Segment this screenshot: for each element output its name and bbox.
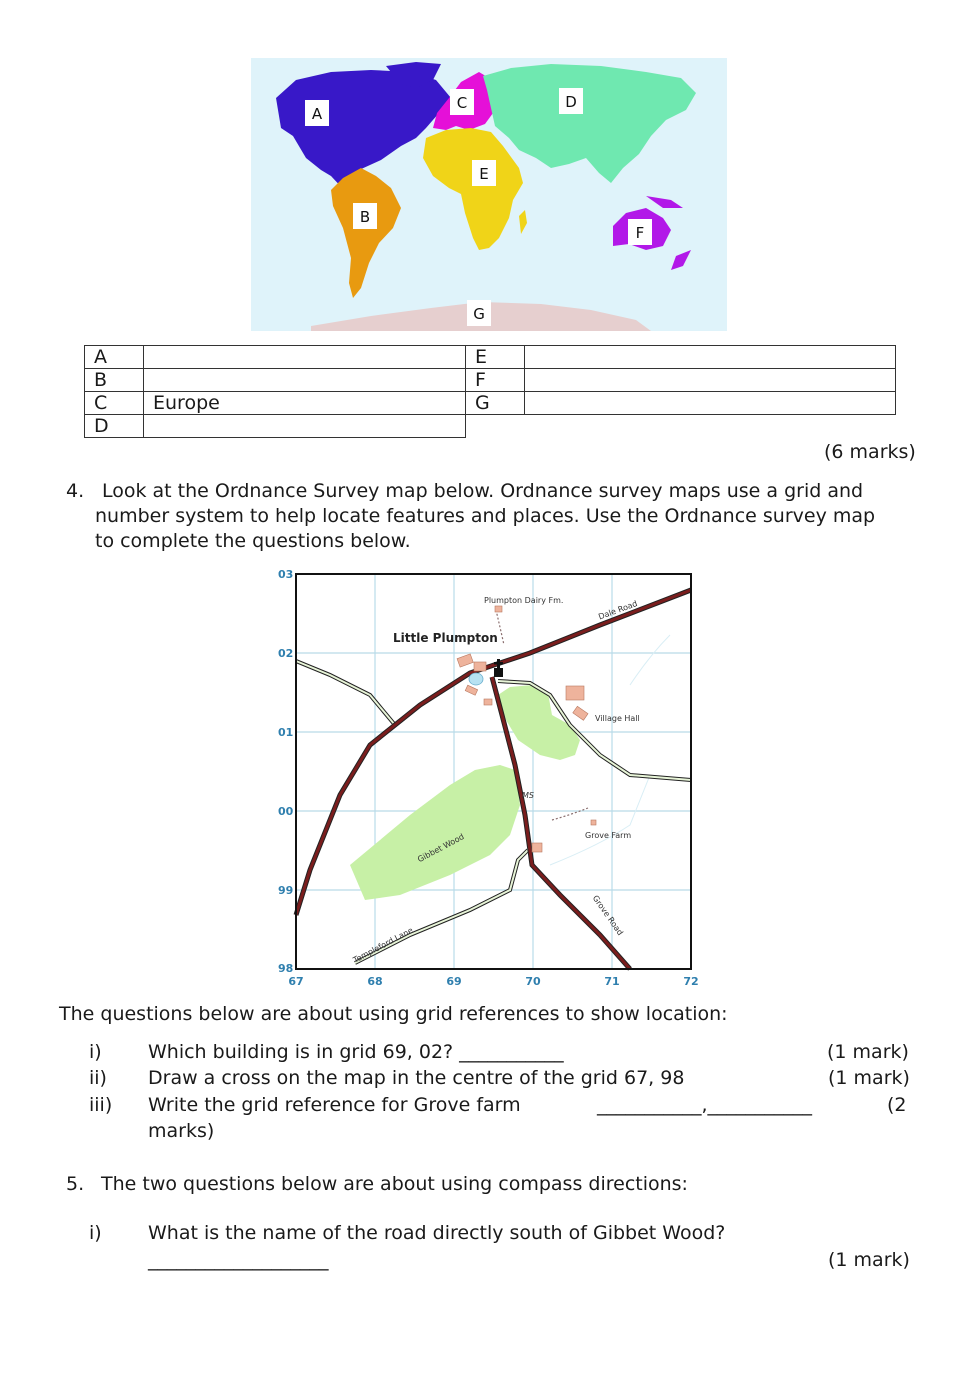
- map-label-g: [467, 300, 491, 326]
- building-grove-farm-2: [591, 820, 596, 825]
- item-num: i): [89, 1041, 102, 1063]
- svg-text:E: E: [479, 165, 489, 183]
- svg-text:C: C: [456, 94, 468, 112]
- map-label-e: [472, 160, 496, 186]
- building-village-4: [484, 699, 492, 705]
- y-tick: 98: [278, 962, 294, 975]
- q4-line-1: Look at the Ordnance Survey map below. Ordnance survey maps use a grid and: [102, 480, 864, 502]
- table-row: [85, 346, 896, 369]
- table-letter: F: [466, 369, 525, 392]
- label-little-plumpton: Little Plumpton: [393, 631, 498, 645]
- answer-field[interactable]: [525, 346, 896, 369]
- x-tick: 70: [525, 975, 541, 988]
- svg-text:G: G: [473, 305, 485, 323]
- table-row: [85, 415, 896, 438]
- svg-text:D: D: [565, 93, 577, 111]
- table-letter: G: [466, 392, 525, 415]
- q5-number: 5.: [66, 1173, 85, 1195]
- q5-text: The two questions below are about using compass directions:: [101, 1173, 688, 1195]
- label-dale-road: Dale Road: [597, 599, 639, 622]
- item-num: iii): [89, 1094, 113, 1116]
- y-tick: 99: [278, 884, 294, 897]
- table-letter: C: [85, 392, 144, 415]
- building-dairy-farm: [495, 606, 502, 612]
- y-tick: 01: [278, 726, 294, 739]
- q4-number: 4.: [66, 480, 85, 502]
- item-marks: (1 mark): [827, 1041, 909, 1063]
- answer-blank[interactable]: ___________________: [148, 1249, 329, 1271]
- marks-q3: (6 marks): [824, 441, 916, 463]
- item-text: Which building is in grid 69, 02? ___________: [148, 1041, 564, 1063]
- map-label-a: [305, 100, 329, 126]
- label-gibbet-wood: Gibbet Wood: [416, 832, 466, 865]
- item-num: ii): [89, 1067, 107, 1089]
- table-row: [85, 369, 896, 392]
- map-label-f: [628, 219, 652, 245]
- y-tick: 03: [278, 568, 294, 581]
- x-tick: 71: [604, 975, 620, 988]
- label-grove-road: Grove Road: [590, 893, 625, 938]
- x-tick: 72: [683, 975, 699, 988]
- x-tick: 69: [446, 975, 462, 988]
- label-dairy-farm: Plumpton Dairy Fm.: [484, 596, 564, 605]
- os-map: [270, 565, 710, 990]
- item-marks: (1 mark): [828, 1067, 910, 1089]
- answer-field[interactable]: [525, 369, 896, 392]
- answer-blanks[interactable]: ___________,___________: [597, 1094, 813, 1116]
- svg-text:F: F: [635, 224, 645, 242]
- x-tick: 67: [288, 975, 304, 988]
- q4-line-2: number system to help locate features and places. Use the Ordnance survey map: [95, 505, 876, 527]
- q4-line-3: to complete the questions below.: [95, 530, 411, 552]
- pond: [469, 673, 483, 685]
- answer-field[interactable]: [144, 415, 466, 438]
- x-tick: 68: [367, 975, 383, 988]
- world-map: [251, 58, 727, 331]
- table-letter: E: [466, 346, 525, 369]
- answer-field[interactable]: Europe: [144, 392, 466, 415]
- building-village-2: [474, 662, 486, 671]
- map-label-c: [450, 89, 474, 115]
- label-grove-farm: Grove Farm: [585, 831, 632, 840]
- label-templeford-lane: Templeford Lane: [351, 925, 415, 965]
- continent-table: [84, 345, 896, 438]
- building-village-hall: [566, 686, 584, 700]
- building-grove-farm: [532, 843, 542, 852]
- item-text: What is the name of the road directly south of Gibbet Wood?: [148, 1222, 726, 1244]
- answer-field[interactable]: [144, 369, 466, 392]
- answer-field[interactable]: [525, 392, 896, 415]
- svg-text:A: A: [311, 105, 323, 123]
- item-marks-cont: marks): [148, 1120, 215, 1142]
- table-letter: D: [85, 415, 144, 438]
- item-text: Write the grid reference for Grove farm: [148, 1094, 521, 1116]
- table-row: [85, 392, 896, 415]
- grid-intro: The questions below are about using grid references to show location:: [59, 1003, 728, 1025]
- table-letter: A: [85, 346, 144, 369]
- table-letter: B: [85, 369, 144, 392]
- y-tick: 02: [278, 647, 294, 660]
- map-label-b: [353, 203, 377, 229]
- svg-text:B: B: [359, 208, 371, 226]
- item-marks: (1 mark): [828, 1249, 910, 1271]
- item-text: Draw a cross on the map in the centre of the grid 67, 98: [148, 1067, 685, 1089]
- item-num: i): [89, 1222, 102, 1244]
- answer-field[interactable]: [144, 346, 466, 369]
- item-marks: (2: [887, 1094, 907, 1116]
- label-village-hall: Village Hall: [595, 714, 640, 723]
- map-label-d: [559, 88, 583, 114]
- y-tick: 00: [278, 805, 294, 818]
- label-ms: MS: [522, 791, 534, 800]
